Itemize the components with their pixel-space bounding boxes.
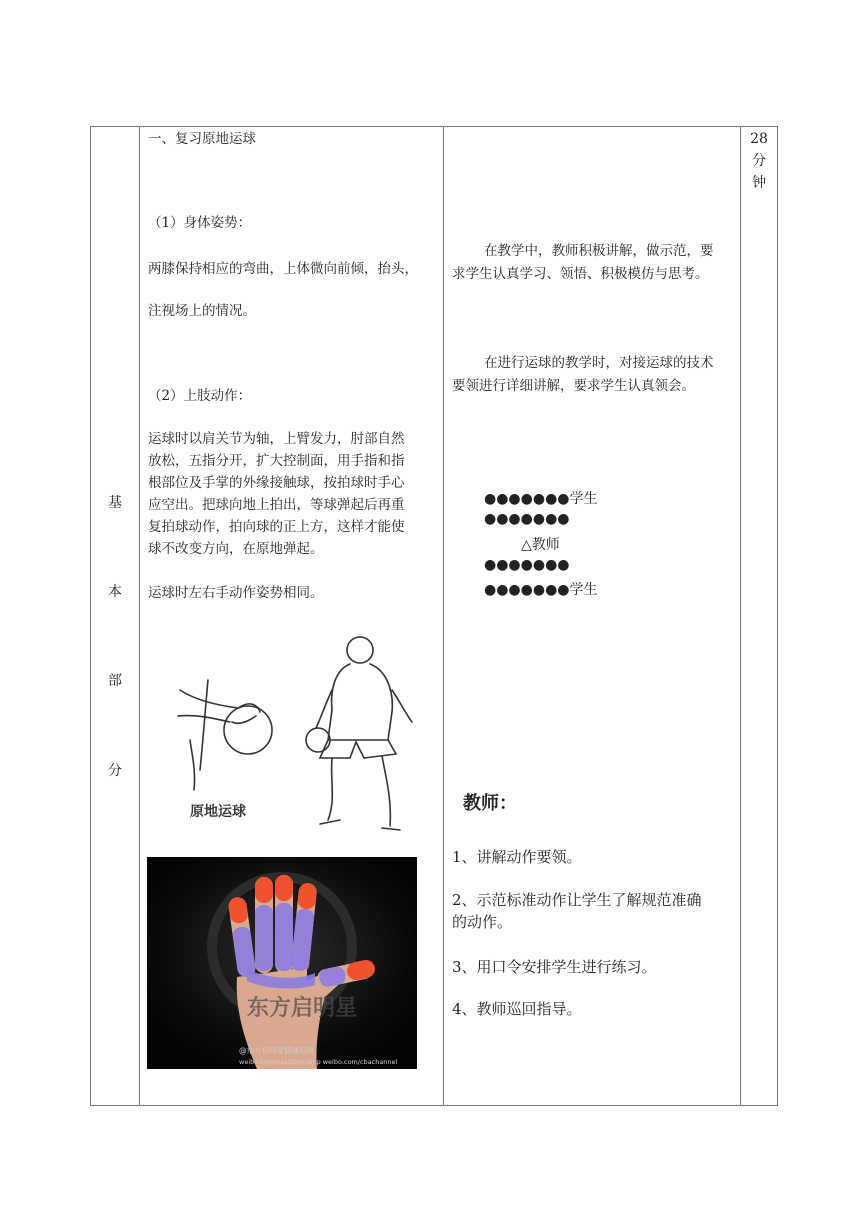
time-number: 28: [750, 131, 768, 147]
teacher-step: 的动作。: [452, 913, 513, 931]
column-divider: [443, 126, 444, 1105]
time-unit-char: 钟: [752, 175, 766, 191]
posture-title: （1）身体姿势：: [148, 215, 252, 231]
teacher-step: 3、用口令安排学生进行练习。: [452, 958, 657, 976]
photo-credit: @东方启明星篮球培训: [239, 1046, 314, 1055]
formation-teacher: △教师: [521, 537, 560, 553]
sketch-caption: 原地运球: [190, 804, 246, 820]
teacher-heading: 教师：: [463, 793, 517, 814]
arm-action-line: 放松，五指分开，扩大控制面，用手指和指: [148, 453, 405, 469]
section-label-char: 本: [108, 584, 122, 600]
arm-action-line: 应空出。把球向地上拍出，等球弹起后再重: [148, 497, 405, 513]
formation-row-students: ●●●●●●●学生: [484, 582, 598, 598]
hand-photo-svg: [147, 857, 417, 1069]
section-label-char: 基: [108, 495, 122, 511]
dribble-sketch-illustration: [160, 630, 420, 845]
section-label-char: 部: [108, 673, 122, 689]
time-label: [748, 128, 770, 194]
posture-line: 注视场上的情况。: [148, 303, 256, 319]
formation-row-students: ●●●●●●●学生: [484, 491, 598, 507]
photo-watermark: 东方启明星: [247, 996, 358, 1021]
photo-credit: weibo.com/eaststarcamp weibo.com/cbachannel: [239, 1058, 398, 1066]
posture-line: 两膝保持相应的弯曲，上体微向前倾，抬头，: [148, 261, 418, 277]
hand-contact-photo: [147, 857, 417, 1069]
method-paragraph-line: 在教学中，教师积极讲解，做示范，要: [484, 243, 714, 259]
arm-action-paragraph: [148, 428, 440, 560]
arm-action-line: 球不改变方向，在原地弹起。: [148, 541, 324, 557]
method-paragraph-line: 在进行运球的教学时，对接运球的技术: [484, 355, 714, 371]
method-paragraph-line: 求学生认真学习、领悟、积极模仿与思考。: [452, 266, 709, 282]
teacher-step: 2、示范标准动作让学生了解规范准确: [452, 891, 702, 909]
ball-right: [306, 728, 330, 752]
section-label-char: 分: [108, 763, 122, 779]
player-head: [347, 637, 373, 663]
both-hands-note: 运球时左右手动作姿势相同。: [148, 585, 324, 601]
column-divider: [139, 126, 140, 1105]
formation-row: ●●●●●●●: [484, 511, 570, 527]
arm-action-line: 根部位及手掌的外缘接触球，按拍球时手心: [148, 475, 405, 491]
method-paragraph-line: 要领进行详细讲解，要求学生认真领会。: [452, 378, 695, 394]
dribble-sketch-svg: [160, 630, 420, 845]
column-divider: [740, 126, 741, 1105]
arm-action-line: 运球时以肩关节为轴，上臂发力，肘部自然: [148, 431, 405, 447]
teacher-step: 1、讲解动作要领。: [452, 848, 582, 866]
content-heading: 一、复习原地运球: [148, 131, 256, 147]
time-unit-char: 分: [752, 153, 766, 169]
arm-action-title: （2）上肢动作：: [148, 388, 252, 404]
ball-left: [224, 706, 272, 754]
formation-row: ●●●●●●●: [484, 557, 570, 573]
teacher-step: 4、教师巡回指导。: [452, 1000, 582, 1018]
arm-action-line: 复拍球动作，拍向球的正上方，这样才能使: [148, 519, 405, 535]
